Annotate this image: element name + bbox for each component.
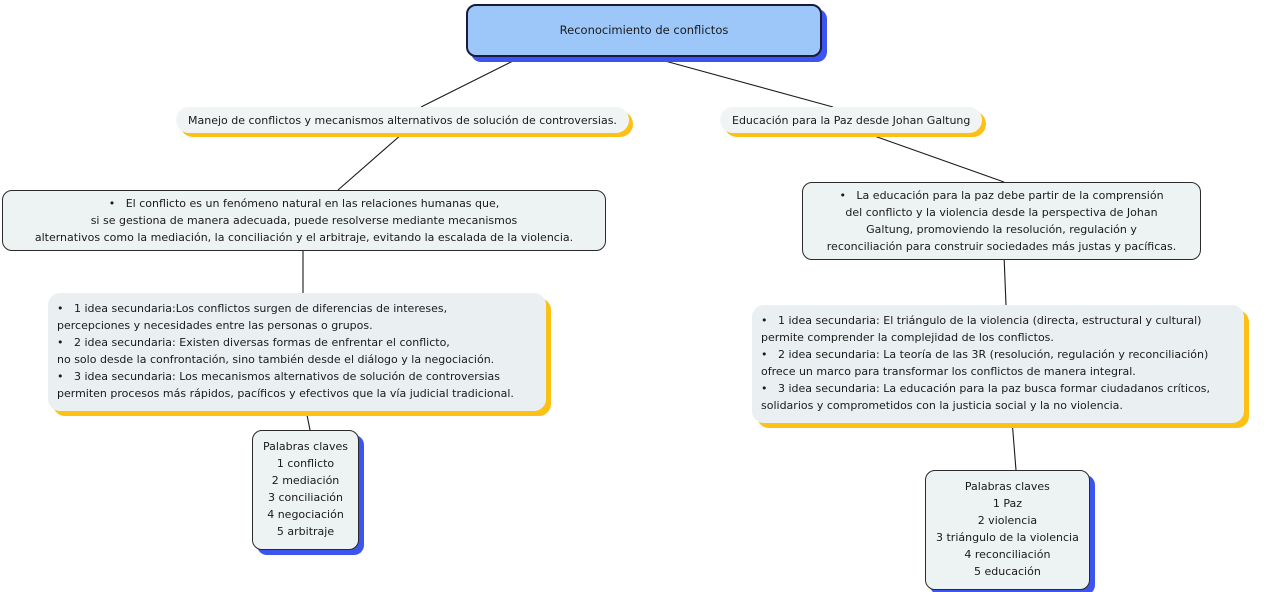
secondary-idea-left-line: • 1 idea secundaria:Los conflictos surgen de diferencias de intereses, [57,302,448,315]
main-idea-right-line: del conflicto y la violencia desde la perspectiva de Johan [845,206,1158,219]
secondary-idea-left-line: no solo desde la confrontación, sino también desde el diálogo y la negociación. [57,353,495,366]
keywords-right-item: 2 violencia [977,514,1038,527]
secondary-idea-left-line: percepciones y necesidades entre las personas o grupos. [57,319,373,332]
topic-node-left[interactable] [176,107,629,133]
connector-right-main-to-secondary [1004,255,1006,305]
secondary-ideas-node-right[interactable] [752,305,1244,423]
connector-left-topic-to-main [338,134,402,190]
main-idea-right-line: reconciliación para construir sociedades más justas y pacíficas. [826,240,1177,253]
secondary-idea-right-line: • 3 idea secundaria: La educación para la paz busca formar ciudadanos críticos, [761,382,1211,395]
root-node[interactable] [466,4,822,57]
root-label: Reconocimiento de conflictos [559,23,729,37]
main-idea-left-line: si se gestiona de manera adecuada, puede resolverse mediante mecanismos [90,214,518,227]
topic-right-label: Educación para la Paz desde Johan Galtung [732,113,971,127]
connector-right-topic-to-main [866,133,1004,182]
connector-root-to-right-topic [654,58,833,107]
keywords-left-title: Palabras claves [263,440,349,453]
keywords-right-title: Palabras claves [964,480,1050,493]
keywords-right-item: 5 educación [974,565,1041,578]
keywords-left-item: 4 negociación [267,508,344,521]
secondary-idea-left-line: permiten procesos más rápidos, pacíficos y efectivos que la vía judicial tradicional. [57,387,514,400]
connector-right-secondary-to-keywords [1012,420,1016,470]
secondary-idea-left-line: • 2 idea secundaria: Existen diversas formas de enfrentar el conflicto, [57,336,450,349]
main-idea-right-line: • La educación para la paz debe partir de la comprensión [839,189,1164,202]
secondary-idea-right-line: ofrece un marco para transformar los conflictos de manera integral. [761,365,1136,378]
secondary-idea-right-line: solidarios y comprometidos con la justicia social y la no violencia. [761,399,1123,412]
keywords-node-right[interactable] [925,470,1090,590]
main-idea-left-line: alternativos como la mediación, la conciliación y el arbitraje, evitando la escalada de la violencia. [34,231,574,244]
keywords-left-item: 1 conflicto [276,457,335,470]
secondary-ideas-node-left[interactable] [48,293,546,411]
secondary-idea-right-line: • 2 idea secundaria: La teoría de las 3R (resolución, regulación y reconciliación) [761,348,1209,361]
main-idea-right-line: Galtung, promoviendo la resolución, regulación y [866,223,1137,236]
keywords-right-item: 3 triángulo de la violencia [936,531,1079,544]
main-idea-left-line: • El conflicto es un fenómeno natural en las relaciones humanas que, [108,197,500,210]
main-idea-node-left[interactable] [2,190,606,251]
main-idea-node-right[interactable] [802,182,1201,260]
keywords-left-item: 3 conciliación [268,491,344,504]
topic-node-right[interactable] [720,107,982,133]
keywords-node-left[interactable] [252,430,359,550]
keywords-left-item: 2 mediación [271,474,340,487]
keywords-right-item: 1 Paz [992,497,1022,510]
secondary-idea-right-line: • 1 idea secundaria: El triángulo de la violencia (directa, estructural y cultural) [761,314,1202,327]
keywords-left-item: 5 arbitraje [276,525,335,538]
connector-root-to-left-topic [421,58,519,107]
topic-left-label: Manejo de conflictos y mecanismos alternativos de solución de controversias. [188,113,617,127]
secondary-idea-left-line: • 3 idea secundaria: Los mecanismos alternativos de solución de controversias [57,370,501,383]
keywords-right-item: 4 reconciliación [964,548,1051,561]
secondary-idea-right-line: permite comprender la complejidad de los conflictos. [761,331,1054,344]
